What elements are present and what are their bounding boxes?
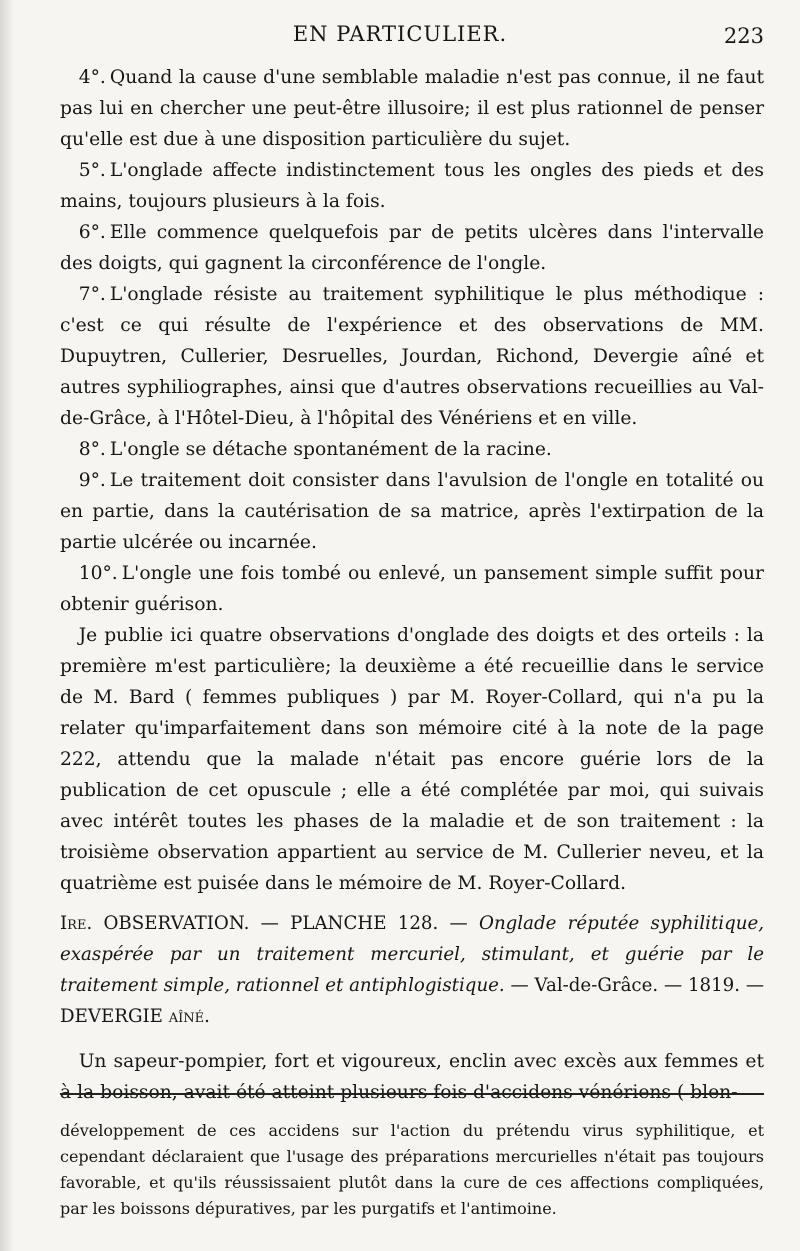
footnote-divider [60,1093,764,1095]
item-text: Le traitement doit consister dans l'avulsion de l'ongle en totalité ou en partie, dans la cautérisation de sa matrice, après l'extirpation de la partie ulcérée ou incarnée. [60,470,764,553]
intro-paragraph [60,620,764,899]
item-text: Elle commence quelquefois par de petits ulcères dans l'intervalle des doigts, qui gagnent la circonférence de l'ongle. [60,222,764,274]
running-title: EN PARTICULIER. [292,22,508,46]
observation-author: DEVERGIE aîné. [60,1006,210,1027]
observation-plate: — PLANCHE 128. — [260,913,468,934]
page-number: 223 [723,24,764,48]
case-paragraph-text: Un sapeur-pompier, fort et vigoureux, enclin avec excès aux femmes et à la boisson, avait été atteint plusieurs fois d'accidens vénériens ( blen- [60,1051,764,1103]
observation-title: Onglade réputée syphilitique, exaspérée par un traitement mercuriel, stimulant, et guérie par le traitement simple, rationnel et antiphlogistique. [60,913,764,996]
numbered-item-7 [60,279,764,434]
item-number: 8°. [78,439,106,460]
item-text: L'onglade affecte indistinctement tous les ongles des pieds et des mains, toujours plusieurs à la fois. [60,160,764,212]
numbered-item-5 [60,155,764,217]
numbered-item-4 [60,62,764,155]
item-text: Quand la cause d'une semblable maladie n'est pas connue, il ne faut pas lui en chercher une peut-être illusoire; il est plus rationnel de penser qu'elle est due à une disposition particulière du sujet. [60,67,764,150]
item-number: 4°. [78,67,106,88]
item-number: 7°. [78,284,106,305]
item-text: L'ongle se détache spontanément de la racine. [109,439,552,460]
numbered-item-6 [60,217,764,279]
numbered-item-10 [60,558,764,620]
case-paragraph [60,1046,764,1108]
item-number: 6°. [78,222,106,243]
numbered-item-9 [60,465,764,558]
item-number: 9°. [78,470,106,491]
page-header [0,22,800,52]
item-number: 5°. [78,160,106,181]
page-edge-shadow [0,0,14,1251]
observation-label: Ire. OBSERVATION. [60,913,250,934]
intro-paragraph-text: Je publie ici quatre observations d'onglade des doigts et des orteils : la première m'est particulière; la deuxième a été recueillie dans le service de M. Bard ( femmes publiques ) par M. Royer-Collard, qui n'a pu la relater qu'imparfaitement dans son mémoire cité à la note de la page 222, attendu que la malade n'était pas encore guérie lors de la publication de cet opuscule ; elle a été complétée par moi, qui suivais avec intérêt toutes les phases de la maladie et de son traitement : la troisième observation appartient au service de M. Cullerier neveu, et la quatrième est puisée dans le mémoire de M. Royer-Collard. [60,625,764,894]
footnote [60,1118,764,1222]
item-text: L'ongle une fois tombé ou enlevé, un pansement simple suffit pour obtenir guérison. [60,563,764,615]
main-text [60,62,764,1108]
observation-heading [60,908,764,1032]
item-text: L'onglade résiste au traitement syphilitique le plus méthodique : c'est ce qui résulte de l'expérience et des observations de MM. Dupuytren, Cullerier, Desruelles, Jourdan, Richond, Devergie aîné et autres syphiliographes, ainsi que d'autres observations recueillies au Val-de-Grâce, à l'Hôtel-Dieu, à l'hôpital des Vénériens et en ville. [60,284,764,429]
numbered-item-8 [60,434,764,465]
footnote-text: développement de ces accidens sur l'action du prétendu virus syphilitique, et cependant déclaraient que l'usage des préparations mercurielles n'était pas toujours favorable, et qu'ils réussissaient plutôt dans la cure de ces affections compliquées, par les boissons dépuratives, par les purgatifs et l'antimoine. [60,1121,764,1218]
observation-place-date: — Val-de-Grâce. — 1819. — [510,975,765,996]
item-number: 10°. [78,563,118,584]
